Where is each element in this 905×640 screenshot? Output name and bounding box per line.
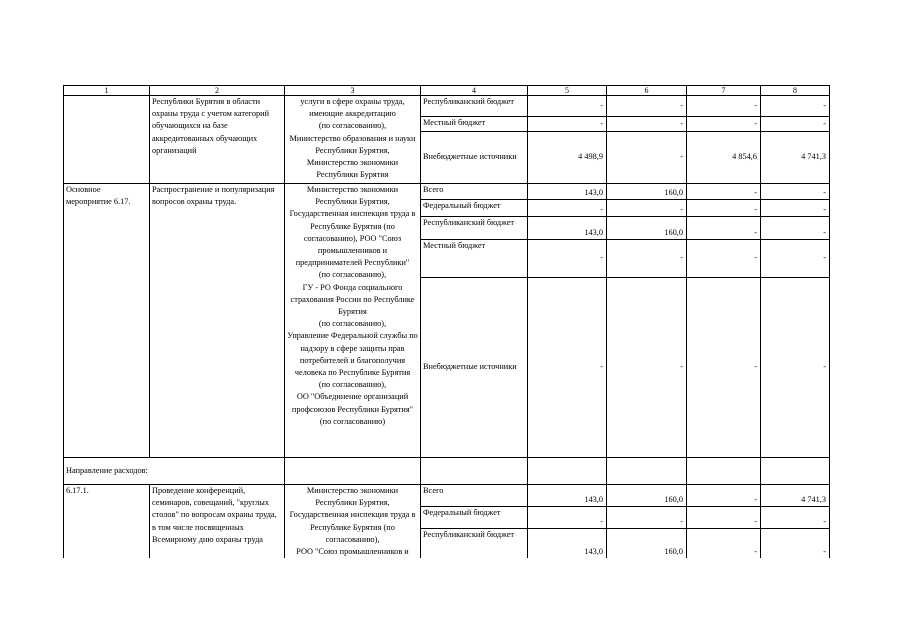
value-cell: -	[687, 507, 761, 529]
value-cell: -	[687, 117, 761, 132]
funding-source: Внебюджетные источники	[421, 132, 528, 184]
value-cell: -	[687, 184, 761, 200]
measure-executors: Министерство экономики Республики Бурятия, Государственная инспекция труда в Республике Бурятия (по согласованию), РОО "Союз промышленников и	[285, 485, 421, 559]
funding-source: Республиканский бюджет	[421, 529, 528, 558]
col-header: 1	[64, 86, 150, 96]
funding-source: Всего	[421, 184, 528, 200]
value-cell: -	[607, 200, 687, 217]
value-cell: 160,0	[607, 217, 687, 240]
value-cell: 4 854,6	[687, 132, 761, 184]
table-row	[64, 485, 830, 507]
measure-executors: Министерство экономики Республики Бурятия, Государственная инспекция труда в Республике Бурятия (по согласованию), РОО "Союз промышленников и предпринимателей Республики" (по согласованию), ГУ - РО Фонда социального страхования России по Республике Бурятия (по согласованию), Управление Федеральной службы по надзору в сфере защиты прав потребителей и благополучия человека по Республике Бурятия (по согласованию), ОО "Объединение организаций профсоюзов Республики Бурятия" (по согласованию)	[285, 184, 421, 458]
funding-source: Внебюджетные источники	[421, 278, 528, 458]
value-cell: 160,0	[607, 529, 687, 558]
funding-source: Республиканский бюджет	[421, 96, 528, 117]
cont-measure-name: Республики Бурятия в области охраны труда с учетом категорий обучающихся на базе аккредитованных обучающих организаций	[150, 96, 285, 184]
value-cell: -	[761, 117, 830, 132]
measure-code: Основное мероприятие 6.17.	[64, 184, 150, 458]
value-cell: -	[607, 240, 687, 278]
col-header: 3	[285, 86, 421, 96]
value-cell: -	[761, 529, 830, 558]
value-cell: -	[687, 96, 761, 117]
measure-code: 6.17.1.	[64, 485, 150, 559]
funding-source: Местный бюджет	[421, 117, 528, 132]
value-cell: 143,0	[528, 529, 607, 558]
value-cell: 4 498,9	[528, 132, 607, 184]
empty-cell	[285, 458, 421, 485]
col-header: 4	[421, 86, 528, 96]
value-cell: -	[687, 278, 761, 458]
value-cell: -	[761, 217, 830, 240]
value-cell: -	[761, 96, 830, 117]
cont-col1	[64, 96, 150, 184]
col-header: 6	[607, 86, 687, 96]
direction-row	[64, 458, 830, 485]
measure-name: Распространение и популяризация вопросов охраны труда.	[150, 184, 285, 458]
value-cell: 4 741,3	[761, 485, 830, 507]
value-cell: 160,0	[607, 184, 687, 200]
value-cell: -	[687, 217, 761, 240]
funding-source: Федеральный бюджет	[421, 507, 528, 529]
direction-label: Направление расходов:	[64, 458, 285, 485]
table-row	[64, 96, 830, 117]
value-cell: -	[761, 240, 830, 278]
table-row	[64, 184, 830, 200]
document-page	[63, 85, 830, 558]
col-header: 8	[761, 86, 830, 96]
value-cell: -	[528, 507, 607, 529]
value-cell: 143,0	[528, 217, 607, 240]
measures-table	[63, 85, 830, 558]
funding-source: Местный бюджет	[421, 240, 528, 278]
value-cell: -	[687, 200, 761, 217]
value-cell: -	[687, 529, 761, 558]
value-cell: -	[607, 132, 687, 184]
value-cell: 160,0	[607, 485, 687, 507]
value-cell: -	[528, 200, 607, 217]
funding-source: Федеральный бюджет	[421, 200, 528, 217]
value-cell: -	[528, 240, 607, 278]
value-cell: -	[761, 200, 830, 217]
value-cell: -	[607, 278, 687, 458]
value-cell: 4 741,3	[761, 132, 830, 184]
funding-source: Всего	[421, 485, 528, 507]
empty-cell	[421, 458, 528, 485]
value-cell: -	[528, 278, 607, 458]
cont-executors: услуги в сфере охраны труда, имеющие аккредитацию (по согласованию), Министерство образования и науки Республики Бурятия, Министерство экономики Республики Бурятия	[285, 96, 421, 184]
empty-cell	[761, 458, 830, 485]
value-cell: -	[607, 507, 687, 529]
col-header: 2	[150, 86, 285, 96]
empty-cell	[607, 458, 687, 485]
funding-source: Республиканский бюджет	[421, 217, 528, 240]
header-row	[64, 86, 830, 96]
col-header: 7	[687, 86, 761, 96]
value-cell: -	[687, 485, 761, 507]
measure-name: Проведение конференций, семинаров, совещаний, "круглых столов" по вопросам охраны труда, в том числе посвященных Всемирному дню охраны труда	[150, 485, 285, 559]
value-cell: -	[607, 96, 687, 117]
value-cell: -	[528, 117, 607, 132]
value-cell: -	[761, 507, 830, 529]
col-header: 5	[528, 86, 607, 96]
empty-cell	[687, 458, 761, 485]
value-cell: -	[761, 184, 830, 200]
value-cell: -	[607, 117, 687, 132]
value-cell: -	[687, 240, 761, 278]
empty-cell	[528, 458, 607, 485]
value-cell: -	[761, 278, 830, 458]
value-cell: 143,0	[528, 184, 607, 200]
value-cell: 143,0	[528, 485, 607, 507]
value-cell: -	[528, 96, 607, 117]
